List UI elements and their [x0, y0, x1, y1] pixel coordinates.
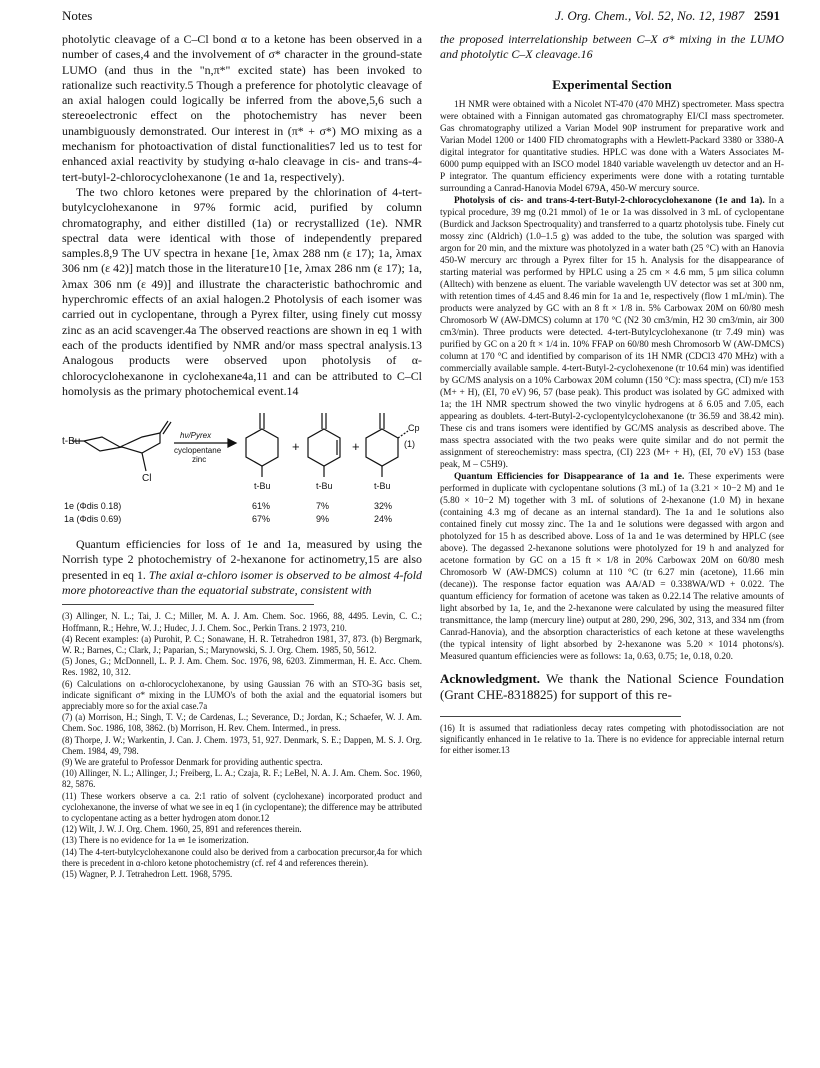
footnote: (7) (a) Morrison, H.; Singh, T. V.; de Cardenas, L.; Severance, D.; Jordan, K.; Schaefer, W. J. Am. Chem. Soc. 1986, 108, 3862. (b) Morrison, H. Rev. Chem. Intermed., in press. — [62, 712, 422, 734]
footnote: (14) The 4-tert-butylcyclohexanone could also be derived from a carbocation precursor,4a for which there is precedent in α-chloro ketone photochemistry (cf. ref 4 and references therein). — [62, 846, 422, 868]
footnote: (13) There is no evidence for 1a ⇌ 1e isomerization. — [62, 835, 249, 846]
right-column — [440, 32, 784, 756]
footnote: (8) Thorpe, J. W.; Warkentin, J. Can. J. Chem. 1973, 51, 927. Denmark, S. E.; Dappen, M. S. J. Org. Chem. 1984, 49, 798. — [62, 734, 422, 756]
footnote: (9) We are grateful to Professor Denmark for providing authentic spectra. — [62, 756, 323, 767]
footnote: (12) Wilt, J. W. J. Org. Chem. 1960, 25, 891 and references therein. — [62, 824, 302, 835]
substituent-label: t-Bu — [62, 436, 81, 448]
footnote: (5) Jones, G.; McDonnell, L. P. J. Am. Chem. Soc. 1976, 98, 6203. Zimmerman, H. E. Acc. Chem. Res. 1982, 10, 312. — [62, 656, 422, 678]
acknowledgment-heading: Acknowledgment. — [440, 670, 541, 686]
footnotes-left — [62, 611, 422, 880]
body-paragraph-1: photolytic cleavage of a C–Cl bond α to a ketone has been observed in a number of cases,4 and the involvement of σ* character in the ground-state LUMO (and thus in the "n,π*" excited state) has been invoked to rationalize such reactivity.5 Though a preference for photolytic cleavage of an axial halogen could logically be inferred from the above,5,6 such a stereoelectronic effect on the photochemistry has never been unambiguously demonstrated. Our interest in (π* + σ*) MO mixing as a mechanism for photoactivation of distal functionalities7 led us to test for enhanced axial reactivity by studying α-halo cleavage in cis- and trans-4-tert-butyl-2-chlorocyclohexanone (1e and 1a, respectively). — [62, 32, 422, 184]
body-paragraph-2: The two chloro ketones were prepared by the chlorination of 4-tert-butylcyclohexanone in 97% formic acid, purified by column chromatography, and either distilled (1a) or recrystallized (1e). NMR spectral data were identical with those of independently prepared samples.8,9 The UV spectra in hexane [1e, λmax 288 nm (ε 17); 1a, λmax 306 nm (ε 42)] match those in the literature10 [1e, λmax 286 nm (ε 17); 1a, λmax 306 nm (ε 49)] and illustrate the characteristic bathochromic and hyperchromic effects of an axial halogen.2 Photolysis of each isomer was carried out in cyclopentane, through a Pyrex filter, using finely cut mossy zinc as an acid scavenger.4a The observed reactions are shown in eq 1 with each of the products identified by NMR and/or mass spectral analysis.13 Analogous products were observed upon photolysis of α-chlorocyclohexanone in cyclohexane4a,11 and can be attributed to C–Cl homolysis as the primary photochemical event.14 — [62, 184, 422, 398]
footnote: (10) Allinger, N. L.; Allinger, J.; Freiberg, L. A.; Czaja, R. F.; LeBel, N. A. J. Am. Chem. Soc. 1960, 82, 5876. — [62, 768, 422, 790]
footnote: (6) Calculations on α-chlorocyclohexanone, by using Gaussian 76 with an STO-3G basis set, indicate significant σ* mixing in the LUMO's of both the axial and the equatorial isomers but appreciably more so for the axial case.7a — [62, 678, 422, 711]
left-column — [62, 32, 422, 880]
footnote: (4) Recent examples: (a) Purohit, P. C.; Sonawane, H. R. Tetrahedron 1981, 37, 873. (b) Bergmark, W. R.; Barnes, C.; Clark, J.; Paparian, S.; Marynowski, S. J. Org. Chem. 1985, 50, 5612. — [62, 633, 422, 655]
row-1e-label: 1e (Φdis 0.18) — [64, 501, 122, 512]
arrow-condition-1: hν/Pyrex — [180, 431, 212, 441]
acknowledgment-text: We thank the National Science Foundation (Grant CHE-8318825) for support of this re- — [440, 670, 785, 702]
cp-label: Cp — [408, 423, 420, 434]
photolysis-text: In a typical procedure, 39 mg (0.21 mmol) of 1e or 1a was dissolved in 3 mL of cyclopentane (Burdick and Jackson Spectroquality) and transferred to a quartz photolysis tube. Finely cut mossy zinc (Aldrich) (1.0–1.5 g) was added to the tube, the solution was sparged with argon for 20 min, and the mixture was photolyzed in a water bath (25 °C) with an Hanovia 450-W mercury arc through a Pyrex filter for 15 h. Analysis for the disappearance of starting material was performed by HPLC using a 25 cm × 4.6 mm, 5 μm silica column (Alltech) with benzene as eluent. The variable wavelength UV detector was set at 300 nm, with retention times of 4.45 and 8.46 min for 1a and 1e, respectively (flow 1 mL/min). The products were analyzed by GC with an 8 ft × 1/8 in. 5% Carbowax 20M on 60/80 mesh Chromosorb W (AW-DMCS) column at 170 °C (N2 30 cm3/min, H2 30 cm3/min, air 300 cm3/min). Three products were detected. 4-tert-Butylcyclohexanone (tr 7.49 min) was purified by GC on a 20 ft × 1/4 in. 10% FFAP on 60/80 mesh Chromosorb W (AW-DMCS) column at 170 °C and identified by comparison of its 1H NMR (CDCl3 470 MHz) with a commercially available sample. 4-tert-Butyl-2-cyclohexenone (tr 10.64 min) was identified by GC/MS analysis on a 10% Carbowax 20M column (150 °C): mass spectra, (CI) m/e 153 (M+ + H), (EI, 70 eV) 96, 57 (base peak). This product was isolated by GC admixed with 1a; the 1H NMR spectrum showed the two vinylic hydrogens at δ 6.05 and 7.05, each appearing as doublets. 4-tert-Butyl-2-cyclopentylcyclohexanone (tr 36.59 and 38.42 min). These cis and trans isomers were identified by GC/MS analysis as described above. The mass spectra associated with the two peaks were quite similar and do not permit the assignment of stereochemistry: mass spectra, (CI) 223 (M+ + H), (EI, 70 eV) 153 (base peak, M – C5H9). — [440, 195, 784, 470]
product-3-label: t-Bu — [374, 481, 391, 492]
experimental-paragraph-1: 1H NMR were obtained with a Nicolet NT-470 (470 MHZ) spectrometer. Mass spectra were obtained with a Finnigan automated gas chromatography EI/CI mass spectrometer. Gas chromatography utilized a Varian Model 90P instrument for preparative work and Varian Model 1200 or 1400 FID chromatographs with a Hewlett-Packard 3380 or 3380-A digital integrator for quantitative studies. HPLC was done with a Waters Associates M-6000 pump equipped with an ISCO model 1840 variable wavelength uv detector and an H-P integrator. The quantum efficiency experiments were done with a rotating turntable surrounding a Canrad-Hanovia Model 679A, 450-W mercury source. — [440, 99, 784, 194]
product-3-structure — [366, 413, 408, 477]
product-1-label: t-Bu — [254, 481, 271, 492]
quantum-text: These experiments were performed in duplicate with cyclopentane solutions (3 mL) of 1a (3.21 × 10−2 M) and 1e (5.80 × 10−2 M) together with 3 mL of solutions of 2-hexanone (1.0 M) in hexane (containing 4.3 mg of decane as an internal standard). The 1a and 1e solutions also contained finely cut mossy zinc. The 1a and 1e solutions were degassed with argon and photolyzed for 15 h as described above. Loss of 1a and 1e was determined by HPLC (see above). The degassed 2-hexanone solutions were photolyzed for 19 h and analyzed for acetone formation by GC on a 15 ft × 1/8 in 20% Carbowax 20M on 60/80 mesh Chromosorb W (AW-DMCS) column at 110 °C (tr 6.27 min (acetone), 11.66 min (decane)). The response factor equation was AA/AD = 0.338WA/WD + 0.022. The quantum efficiency for formation of acetone was taken as 0.22.14 The relative amounts of light absorbed by 1a, 1e, and the 2-hexanone were calculated by using the measured filter transmittance, the lamp (mercury line) output at 280, 290, 296, 302, 313, and 334 nm (from Canrad-Hanovia), and the absorption characteristics of each ketone at these wavelengths (the typical intensity of light absorbed by 2-hexanone was 5.20 × 1014 photons/s). Measured quantum efficiencies were as follows: 1a, 0.63, 0.75; 1e, 0.18, 0.20. — [440, 471, 784, 662]
experimental-paragraph-2 — [440, 195, 784, 471]
yield-p2-1e: 7% — [316, 501, 330, 512]
arrow-condition-2: cyclopentane — [174, 446, 222, 456]
arrow-condition-3: zinc — [192, 455, 207, 465]
yield-p2-1a: 9% — [316, 514, 330, 525]
running-header-right — [555, 8, 780, 24]
product-2-structure — [308, 413, 340, 477]
acknowledgment — [440, 671, 784, 703]
photolysis-heading: Photolysis of cis- and trans-4-tert-Butyl-2-chlorocyclohexanone (1e and 1a). — [454, 195, 765, 206]
page-number: 2591 — [754, 8, 780, 23]
starting-ketone-structure — [72, 421, 171, 471]
product-1-structure — [246, 413, 278, 477]
yield-p1-1e: 61% — [252, 501, 271, 512]
experimental-paragraph-3 — [440, 471, 784, 663]
plus-sign-1: + — [292, 439, 300, 455]
reaction-scheme-drawing — [62, 407, 422, 533]
chlorine-label: Cl — [142, 473, 152, 485]
plus-sign-2: + — [352, 439, 360, 455]
reaction-scheme — [62, 407, 422, 533]
right-intro-italic: the proposed interrelationship between C–X σ* mixing in the LUMO and photolytic C–X cleavage.16 — [440, 32, 784, 62]
row-1a-label: 1a (Φdis 0.69) — [64, 514, 122, 525]
footnote-divider-right — [440, 716, 681, 717]
yield-p1-1a: 67% — [252, 514, 271, 525]
volume-info: Vol. 52, No. 12, 1987 — [634, 8, 745, 23]
paragraph-3-italic: The axial α-chloro isomer is observed to be almost 4-fold more photoreactive than the equatorial substrate, consistent with — [62, 567, 422, 598]
footnote-16: (16) It is assumed that radiationless decay rates competing with photodissociation are not significantly enhanced in 1e relative to 1a. There is no evidence for appreciable internal return for either isomer.13 — [440, 722, 784, 755]
journal-name: J. Org. Chem., — [555, 8, 632, 23]
equation-number: (1) — [404, 439, 415, 450]
running-header-left: Notes — [62, 8, 93, 23]
body-paragraph-3 — [62, 537, 422, 598]
yield-p3-1a: 24% — [374, 514, 393, 525]
yield-p3-1e: 32% — [374, 501, 393, 512]
footnote: (15) Wagner, P. J. Tetrahedron Lett. 1968, 5795. — [62, 868, 233, 879]
footnote-divider — [62, 604, 314, 605]
quantum-heading: Quantum Efficiencies for Disappearance of 1a and 1e. — [454, 471, 685, 482]
section-title-experimental: Experimental Section — [552, 76, 672, 92]
footnote: (3) Allinger, N. L.; Tai, J. C.; Miller, M. A. J. Am. Chem. Soc. 1966, 88, 4495. Levin, C. C.; Hoffmann, R.; Hehre, W. J.; Hudec, J. J. Chem. Soc., Perkin Trans. 2 1973, 210. — [62, 611, 422, 633]
paragraph-3-text: Quantum efficiencies for loss of 1e and 1a, measured by using the Norrish type 2 photochemistry of 2-hexanone for actinometry,15 are also presented in eq 1. — [62, 537, 422, 582]
footnote: (11) These workers observe a ca. 2:1 ratio of solvent (cyclohexane) incorporated product and cyclohexanone, the inverse of what we see in eq 1 (in cyclopentane); the difference may be attributed to cyclopentane acting as a better hydrogen atom donor.12 — [62, 790, 422, 823]
product-2-label: t-Bu — [316, 481, 333, 492]
